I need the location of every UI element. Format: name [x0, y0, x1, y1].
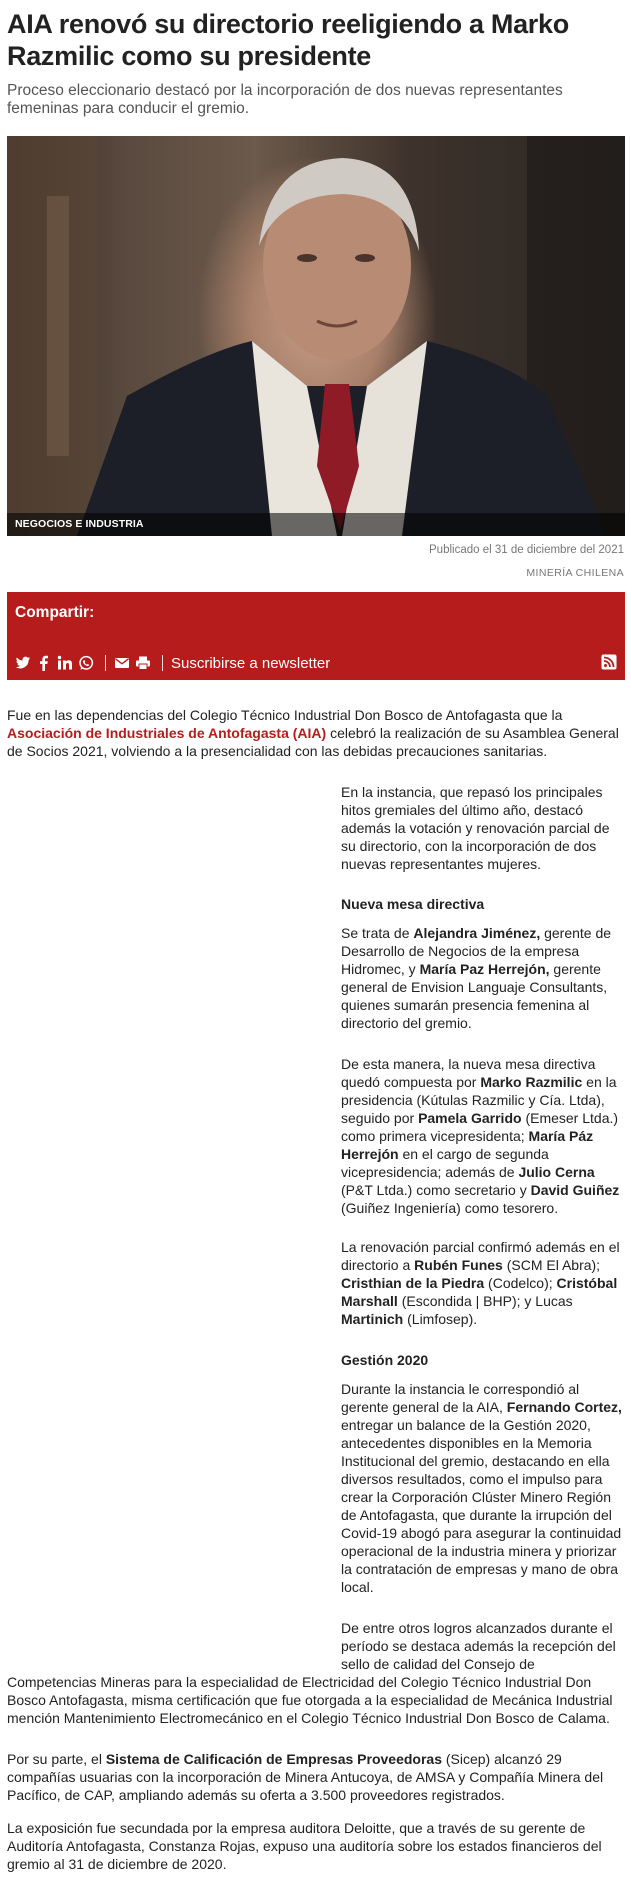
- whatsapp-icon[interactable]: [78, 655, 94, 671]
- paragraph-instance: En la instancia, que repasó los principales hitos gremiales del último año, destacó además la votación y renovación parcial de su directorio, con la incorporación de dos nuevas representantes mujeres.: [341, 784, 610, 872]
- section-heading-gestion: Gestión 2020: [341, 1352, 429, 1368]
- paragraph-intro: Fue en las dependencias del Colegio Técnico Industrial Don Bosco de Antofagasta que la Asociación de Industriales de Antofagasta (AIA) celebró la realización de su Asamblea General de Socios 2021, volviendo a la presencialidad con las debidas precauciones sanitarias.: [7, 707, 619, 759]
- paragraph-management: Durante la instancia le correspondió al gerente general de la AIA, Fernando Cortez, entregar un balance de la Gestión 2020, antecedentes disponibles en la Memoria Institucional del gremio, destacando en ella diversos resultados, como el impulso para crear la Corporación Clúster Minero Región de Antofagasta, que durante la irrupción del Covid-19 abogó para asegurar la continuidad operacional de la industria minera y priorizar la contratación de empresas y mano de obra local.: [341, 1381, 622, 1595]
- share-bar: [7, 592, 625, 680]
- linkedin-icon[interactable]: [57, 655, 73, 671]
- image-category-label: NEGOCIOS E INDUSTRIA: [15, 518, 144, 530]
- image-caption-bar: [7, 513, 625, 536]
- article-title: AIA renovó su directorio reeligiendo a Marko Razmilic como su presidente: [7, 9, 569, 71]
- paragraph-sicep: Por su parte, el Sistema de Calificación de Empresas Proveedoras (Sicep) alcanzó 29 compañías usuarias con la incorporación de Minera Antucoya, de AMSA y Compañía Minera del Pacífico, de CAP, ampliando además su oferta a 3.500 proveedores registrados.: [7, 1751, 604, 1803]
- share-icons: [15, 654, 330, 672]
- share-label: Compartir:: [15, 604, 95, 621]
- article-subtitle: Proceso eleccionario destacó por la incorporación de dos nuevas representantes femeninas para conducir el gremio.: [7, 82, 563, 117]
- newsletter-link[interactable]: Suscribirse a newsletter: [171, 654, 331, 672]
- article-photo: [7, 136, 625, 536]
- publish-date: Publicado el 31 de diciembre del 2021: [429, 544, 624, 556]
- rss-icon[interactable]: [601, 654, 617, 670]
- portrait-illustration: [7, 136, 625, 536]
- section-heading-mesa: Nueva mesa directiva: [341, 896, 485, 912]
- paragraph-achievements-start: De entre otros logros alcanzados durante el período se destaca además la recepción del sello de calidad del Consejo de: [341, 1620, 616, 1672]
- paragraph-audit: La exposición fue secundada por la empresa auditora Deloitte, que a través de su gerente de Auditoría Antofagasta, Constanza Rojas, expuso una auditoría sobre los estados financieros del gremio al 31 de diciembre de 2020.: [7, 1820, 602, 1872]
- share-divider: [162, 655, 163, 671]
- paragraph-board: De esta manera, la nueva mesa directiva quedó compuesta por Marko Razmilic en la presidencia (Kútulas Razmilic y Cía. Ltda), seguido por Pamela Garrido (Emeser Ltda.) como primera vicepresidenta; María Páz Herrejón en el cargo de segunda vicepresidencia; además de Julio Cerna (P&T Ltda.) como secretario y David Guiñez (Guiñez Ingeniería) como tesorero.: [341, 1056, 620, 1216]
- paragraph-renewal: La renovación parcial confirmó además en el directorio a Rubén Funes (SCM El Abra); Cristhian de la Piedra (Codelco); Cristóbal Marshall (Escondida | BHP); y Lucas Martinich (Limfosep).: [341, 1239, 620, 1327]
- email-icon[interactable]: [114, 655, 130, 671]
- paragraph-new-members: Se trata de Alejandra Jiménez, gerente de Desarrollo de Negocios de la empresa Hidromec, y María Paz Herrejón, gerente general de Envision Languaje Consultants, quienes sumarán presencia femenina al directorio del gremio.: [341, 925, 612, 1031]
- twitter-icon[interactable]: [15, 655, 31, 671]
- aia-link[interactable]: Asociación de Industriales de Antofagasta (AIA): [7, 725, 327, 741]
- share-divider: [105, 655, 106, 671]
- paragraph-achievements-cont: Competencias Mineras para la especialidad de Electricidad del Colegio Técnico Industrial Don Bosco Antofagasta, misma certificación que fue otorgada a la especialidad de Mecánica Industrial mención Mantenimiento Electromecánico en el Colegio Técnico Industrial Don Bosco de Calama.: [7, 1674, 613, 1726]
- facebook-icon[interactable]: [36, 655, 52, 671]
- print-icon[interactable]: [135, 655, 151, 671]
- article-source: MINERÍA CHILENA: [526, 567, 624, 579]
